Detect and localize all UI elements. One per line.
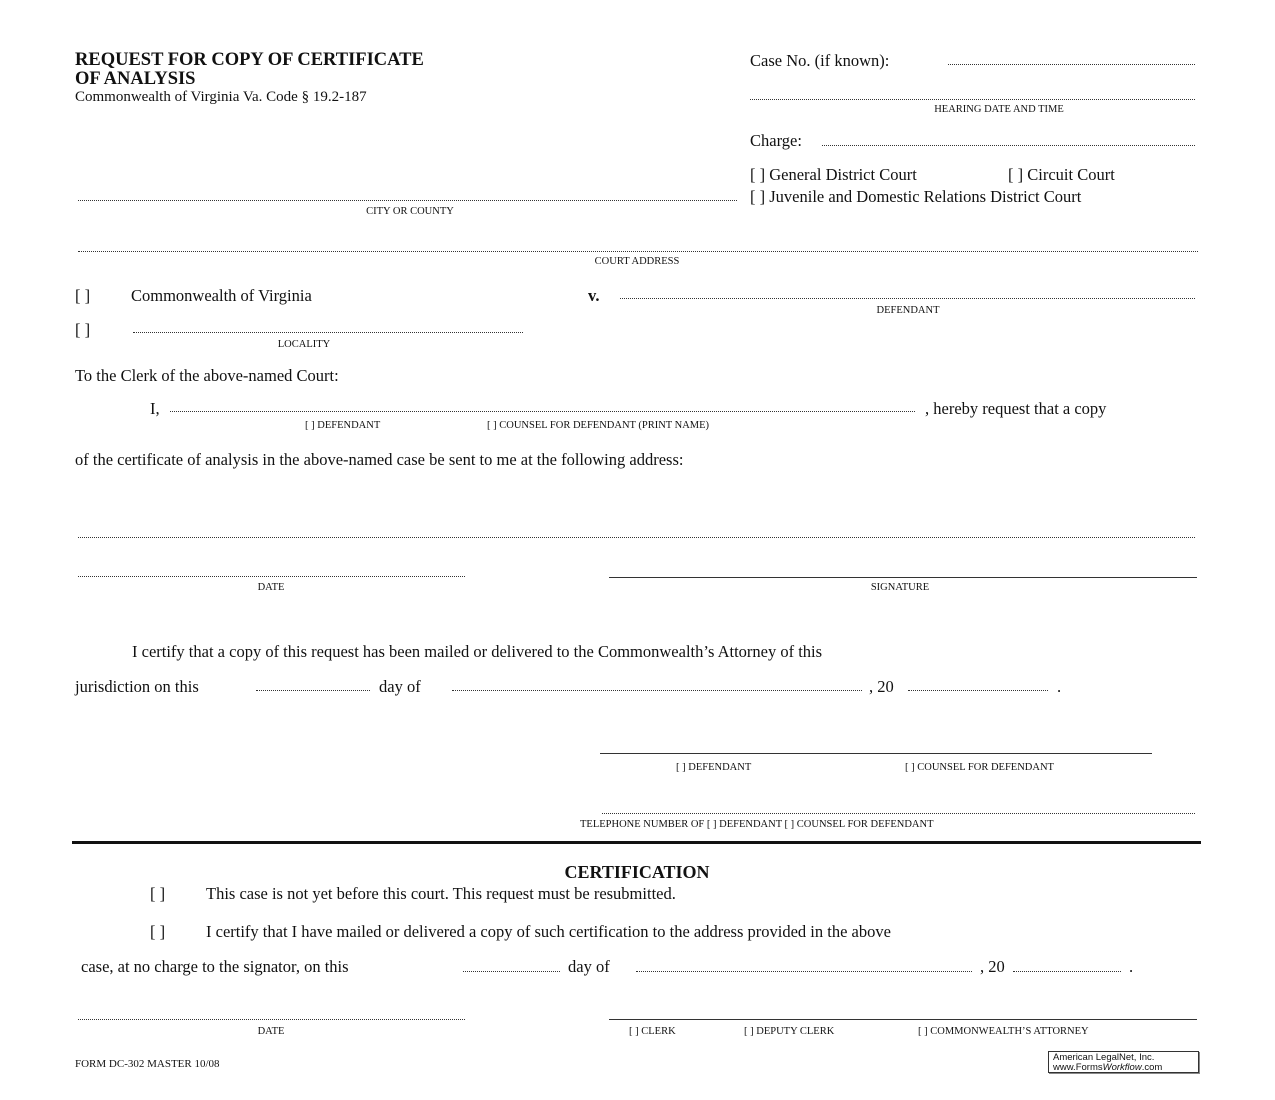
request-date-label: DATE	[257, 582, 285, 593]
cert-year-field[interactable]	[1013, 971, 1121, 972]
logo-forms: www.Forms	[1053, 1062, 1103, 1073]
mailing-defendant-checkbox[interactable]: [ ] DEFENDANT	[676, 762, 752, 773]
requester-name-field[interactable]	[170, 411, 915, 412]
requester-defendant-checkbox[interactable]: [ ] DEFENDANT	[305, 420, 381, 431]
request-continuation: of the certificate of analysis in the above-named case be sent to me at the following address:	[75, 450, 684, 469]
form-title-line2: OF ANALYSIS	[75, 69, 196, 89]
section-divider	[72, 841, 1201, 844]
form-id: FORM DC-302 MASTER 10/08	[75, 1058, 220, 1070]
charge-field[interactable]	[822, 145, 1195, 146]
jurisdiction-text: jurisdiction on this	[75, 677, 199, 696]
request-date-field[interactable]	[78, 576, 465, 577]
court-address-field[interactable]	[78, 251, 1198, 252]
clerk-checkbox[interactable]: [ ] CLERK	[629, 1026, 676, 1037]
signature-field[interactable]	[609, 577, 1197, 578]
versus-label: v.	[588, 286, 600, 305]
form-subtitle: Commonwealth of Virginia Va. Code § 19.2-187	[75, 89, 367, 105]
locality-checkbox[interactable]: [ ]	[75, 320, 91, 339]
mailed-certification-text: I certify that I have mailed or delivered a copy of such certification to the address provided in the above	[206, 922, 891, 941]
case-no-label: Case No. (if known):	[750, 51, 890, 70]
case-no-field[interactable]	[948, 64, 1195, 65]
logo-workflow: Workflow	[1102, 1062, 1142, 1073]
cert-date-label: DATE	[257, 1026, 285, 1037]
american-legalnet-logo	[1048, 1051, 1199, 1073]
hearing-date-field[interactable]	[750, 99, 1195, 100]
mailing-signature-field[interactable]	[600, 753, 1152, 754]
cert-day-field[interactable]	[463, 971, 560, 972]
cert-period: .	[1129, 957, 1134, 976]
commonwealths-attorney-checkbox[interactable]: [ ] COMMONWEALTH’S ATTORNEY	[918, 1026, 1089, 1037]
telephone-label: TELEPHONE NUMBER OF [ ] DEFENDANT [ ] COUNSEL FOR DEFENDANT	[580, 819, 934, 830]
not-before-court-text: This case is not yet before this court. This request must be resubmitted.	[206, 884, 676, 903]
certification-heading: CERTIFICATION	[564, 862, 710, 882]
locality-field[interactable]	[133, 332, 523, 333]
requester-counsel-checkbox[interactable]: [ ] COUNSEL FOR DEFENDANT (PRINT NAME)	[487, 420, 710, 431]
day-of-text: day of	[379, 677, 421, 696]
locality-label: LOCALITY	[277, 339, 331, 350]
cert-signature-field[interactable]	[609, 1019, 1197, 1020]
form-title-line1: REQUEST FOR COPY OF CERTIFICATE	[75, 50, 424, 70]
hearing-date-label: HEARING DATE AND TIME	[934, 104, 1064, 115]
city-county-field[interactable]	[78, 200, 737, 201]
court-circuit-checkbox[interactable]: [ ] Circuit Court	[1008, 165, 1115, 184]
address-field[interactable]	[78, 537, 1195, 538]
mailing-day-field[interactable]	[256, 690, 370, 691]
defendant-label: DEFENDANT	[876, 305, 940, 316]
mailing-certify-text: I certify that a copy of this request has been mailed or delivered to the Commonwealth’s Attorney of this	[132, 642, 823, 661]
mailing-month-field[interactable]	[452, 690, 862, 691]
mailing-counsel-checkbox[interactable]: [ ] COUNSEL FOR DEFENDANT	[905, 762, 1054, 773]
salutation: To the Clerk of the above-named Court:	[75, 366, 339, 385]
signature-label: SIGNATURE	[870, 582, 930, 593]
cert-day-of-text: day of	[568, 957, 610, 976]
period: .	[1057, 677, 1062, 696]
court-juvenile-checkbox[interactable]: [ ] Juvenile and Domestic Relations District Court	[750, 187, 1082, 206]
city-county-label: CITY OR COUNTY	[366, 206, 454, 217]
cert-year-prefix: , 20	[980, 957, 1005, 976]
defendant-field[interactable]	[620, 298, 1195, 299]
hereby-text: , hereby request that a copy	[925, 399, 1107, 418]
certification-continuation: case, at no charge to the signator, on this	[81, 957, 349, 976]
telephone-field[interactable]	[602, 813, 1195, 814]
logo-line1: American LegalNet, Inc.	[1053, 1052, 1155, 1063]
commonwealth-label: Commonwealth of Virginia	[131, 286, 312, 305]
charge-label: Charge:	[750, 131, 802, 150]
i-label: I,	[150, 399, 160, 418]
court-general-district-checkbox[interactable]: [ ] General District Court	[750, 165, 917, 184]
court-address-label: COURT ADDRESS	[594, 256, 680, 267]
logo-line2	[1053, 1063, 1198, 1073]
cert-date-field[interactable]	[78, 1019, 465, 1020]
year-prefix: , 20	[869, 677, 894, 696]
mailed-certification-checkbox[interactable]: [ ]	[150, 922, 166, 941]
mailing-year-field[interactable]	[908, 690, 1048, 691]
cert-month-field[interactable]	[636, 971, 972, 972]
logo-com: .com	[1141, 1062, 1163, 1073]
not-before-court-checkbox[interactable]: [ ]	[150, 884, 166, 903]
deputy-clerk-checkbox[interactable]: [ ] DEPUTY CLERK	[744, 1026, 835, 1037]
commonwealth-checkbox[interactable]: [ ]	[75, 286, 91, 305]
